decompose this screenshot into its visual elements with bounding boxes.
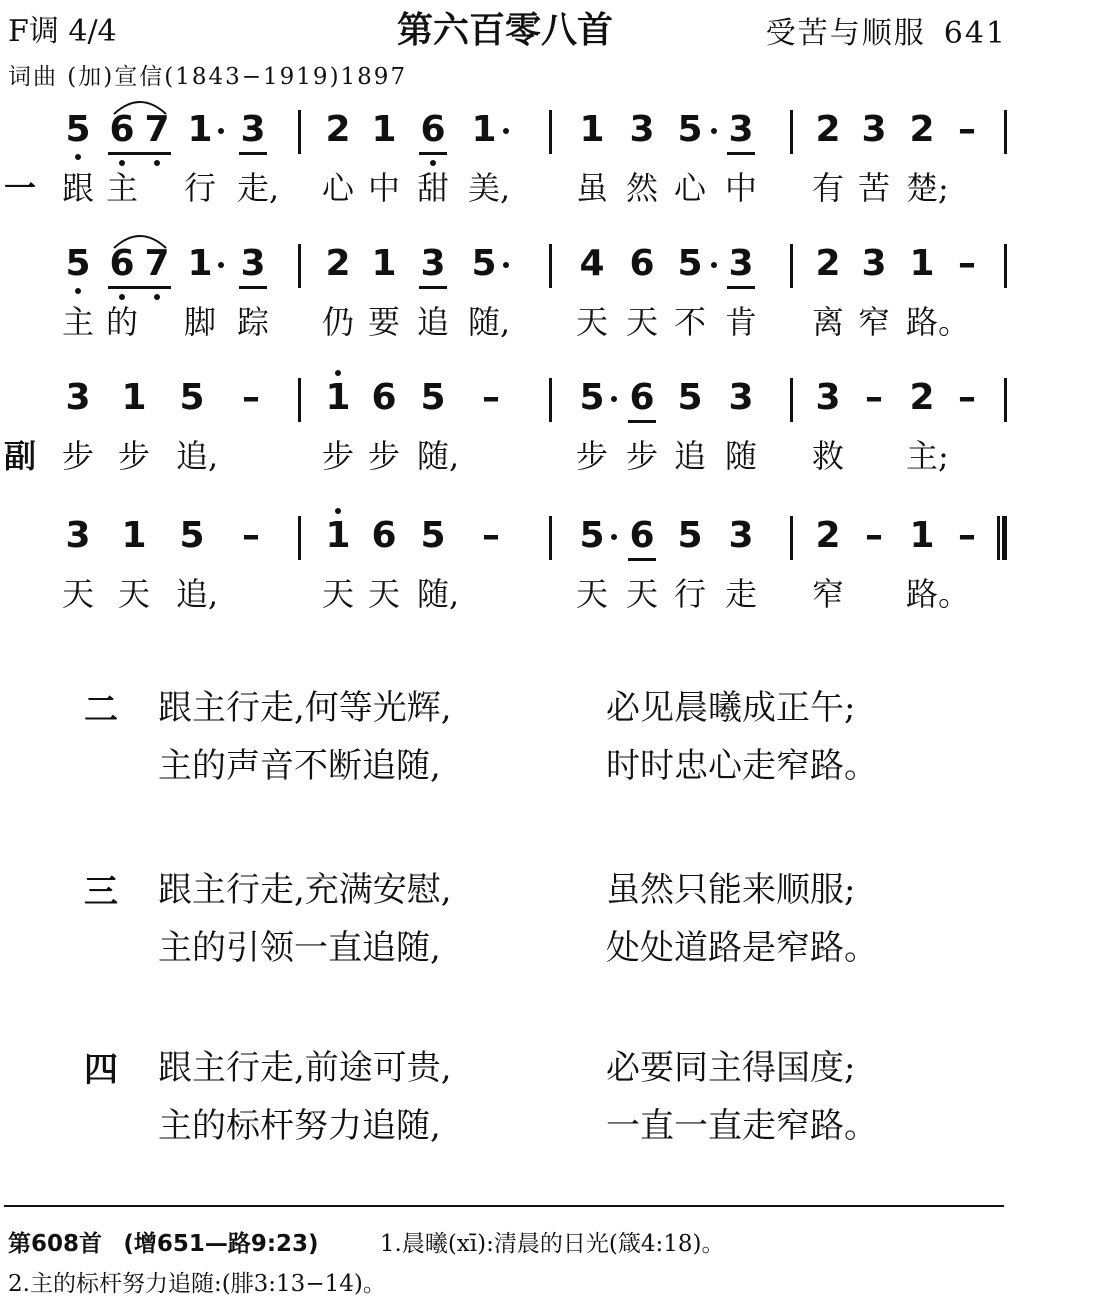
note: 6 [109,109,135,150]
lyric-syllable: 主; [906,437,949,475]
note: 3 [728,377,754,418]
augmentation-dot [503,262,509,268]
lyric-syllable: 踪 [237,303,270,341]
barline [790,110,793,154]
dash-note: – [482,515,500,556]
lyric-syllable: 天 [118,575,151,613]
verse-line: 一直一直走窄路。 [606,1106,878,1146]
verse-label: 一 [4,169,37,207]
verse-line: 跟主行走,何等光辉, [158,688,452,728]
lyric-syllable: 随 [725,437,758,475]
note: 1 [325,377,351,418]
note: 5 [677,243,703,284]
note: 1 [471,109,497,150]
dash-note: – [865,377,883,418]
key-signature: F调 4/4 [8,14,117,49]
verse-line: 必见晨曦成正午; [606,688,856,728]
lyric-syllable: 步 [368,437,401,475]
lyric-syllable: 走 [725,575,758,613]
note: 6 [629,377,655,418]
high-octave-dot [335,370,341,376]
note: 3 [65,377,91,418]
note: 2 [325,109,351,150]
lyric-syllable: 追, [176,575,219,613]
slur [110,230,170,250]
note: 4 [579,243,605,284]
low-octave-dot [75,154,81,160]
dash-note: – [958,377,976,418]
slur [110,96,170,116]
note: 2 [909,377,935,418]
barline [298,110,301,154]
note: 1 [121,377,147,418]
note: 6 [629,243,655,284]
verse-line: 虽然只能来顺服; [606,870,856,910]
note: 6 [629,515,655,556]
footer-divider [4,1205,1004,1207]
lyric-syllable: 天 [322,575,355,613]
verse-label: 副 [4,437,37,475]
low-octave-dot [75,288,81,294]
note: 5 [420,377,446,418]
final-barline [997,516,1007,560]
dash-note: – [242,515,260,556]
lyric-syllable: 路。 [906,575,971,613]
lyric-syllable: 中 [368,169,401,207]
note: 3 [240,243,266,284]
verse-line: 主的标杆努力追随, [158,1106,441,1146]
note: 6 [371,377,397,418]
lyric-syllable: 追 [674,437,707,475]
note: 6 [109,243,135,284]
lyric-syllable: 步 [62,437,95,475]
barline [549,244,552,288]
lyric-syllable: 心 [322,169,355,207]
dash-note: – [958,243,976,284]
lyric-syllable: 步 [118,437,151,475]
eighth-underline [419,152,447,155]
category-heading [766,8,1007,52]
note: 3 [420,243,446,284]
low-octave-dot [430,160,436,166]
lyric-syllable: 要 [368,303,401,341]
lyric-syllable: 天 [576,303,609,341]
verse-number: 二 [84,690,118,730]
page-number: 641 [943,16,1007,51]
footer-line-1 [8,1225,724,1258]
eighth-underline [239,152,267,155]
note: 5 [420,515,446,556]
note: 5 [65,243,91,284]
lyric-syllable: 苦 [858,169,891,207]
note: 5 [579,515,605,556]
note: 5 [677,109,703,150]
lyric-syllable: 心 [674,169,707,207]
eighth-underline [727,286,755,289]
lyric-syllable: 天 [626,303,659,341]
note: 5 [579,377,605,418]
lyric-syllable: 离 [812,303,845,341]
barline [549,516,552,560]
barline [549,110,552,154]
eighth-underline [239,286,267,289]
verse-line: 时时忠心走窄路。 [606,746,878,786]
eighth-underline [628,420,656,423]
lyric-syllable: 天 [576,575,609,613]
eighth-underline [727,152,755,155]
note: 5 [65,109,91,150]
barline [790,378,793,422]
dash-note: – [958,515,976,556]
lyric-syllable: 步 [576,437,609,475]
dash-note: – [482,377,500,418]
lyric-syllable: 虽 [576,169,609,207]
note: 3 [728,109,754,150]
footnote-2: 2.主的标杆努力追随:(腓3:13−14)。 [8,1271,386,1297]
lyric-syllable: 主 [62,303,95,341]
lyric-syllable: 跟 [62,169,95,207]
lyric-syllable: 随, [417,437,460,475]
barline [790,516,793,560]
lyric-syllable: 甜 [417,169,450,207]
verse-number: 四 [84,1050,118,1090]
lyric-syllable: 脚 [184,303,217,341]
verse-number: 三 [84,872,118,912]
lyric-syllable: 主 [106,169,139,207]
note: 1 [187,109,213,150]
note: 1 [187,243,213,284]
lyric-syllable: 追 [417,303,450,341]
augmentation-dot [503,128,509,134]
note: 1 [121,515,147,556]
lyric-syllable: 天 [368,575,401,613]
lyric-syllable: 随, [468,303,511,341]
eighth-underline [108,152,171,155]
note: 3 [861,243,887,284]
note: 5 [677,377,703,418]
verse-line: 主的引领一直追随, [158,928,441,968]
lyric-syllable: 不 [674,303,707,341]
dash-note: – [958,109,976,150]
note: 6 [371,515,397,556]
category-label: 受苦与顺服 [765,16,926,51]
verse-line: 跟主行走,前途可贵, [158,1048,452,1088]
note: 3 [861,109,887,150]
dash-note: – [865,515,883,556]
barline [298,378,301,422]
lyric-syllable: 中 [725,169,758,207]
cross-ref: (增651—路9:23) [123,1231,319,1257]
barline [790,244,793,288]
note: 5 [471,243,497,284]
lyric-syllable: 走, [237,169,280,207]
hymn-title: 第六百零八首 [396,9,613,51]
lyric-syllable: 仍 [322,303,355,341]
hymn-ref: 第608首 [8,1231,103,1257]
lyric-syllable: 天 [626,575,659,613]
note: 2 [909,109,935,150]
lyric-syllable: 追, [176,437,219,475]
note: 1 [909,243,935,284]
lyric-syllable: 然 [626,169,659,207]
lyric-syllable: 天 [62,575,95,613]
low-octave-dot [119,294,125,300]
note: 1 [371,109,397,150]
lyric-syllable: 美, [468,169,511,207]
dash-note: – [242,377,260,418]
lyric-syllable: 步 [626,437,659,475]
lyric-syllable: 路。 [906,303,971,341]
note: 3 [815,377,841,418]
barline [1004,244,1007,288]
note: 2 [815,243,841,284]
lyric-syllable: 楚; [906,169,949,207]
lyric-syllable: 救 [812,437,845,475]
eighth-underline [419,286,447,289]
verse-line: 必要同主得国度; [606,1048,856,1088]
note: 1 [909,515,935,556]
lyric-syllable: 行 [674,575,707,613]
note: 7 [144,109,170,150]
note: 3 [728,243,754,284]
note: 7 [144,243,170,284]
eighth-underline [108,286,171,289]
eighth-underline [628,558,656,561]
lyric-syllable: 行 [184,169,217,207]
note: 5 [677,515,703,556]
note: 3 [728,515,754,556]
verse-line: 处处道路是窄路。 [606,928,878,968]
note: 3 [65,515,91,556]
lyric-syllable: 肯 [725,303,758,341]
verse-line: 主的声音不断追随, [158,746,441,786]
note: 2 [325,243,351,284]
barline [1004,378,1007,422]
barline [298,244,301,288]
note: 1 [579,109,605,150]
high-octave-dot [335,508,341,514]
note: 3 [629,109,655,150]
lyric-syllable: 步 [322,437,355,475]
low-octave-dot [154,160,160,166]
lyric-syllable: 窄 [812,575,845,613]
barline [1004,110,1007,154]
low-octave-dot [154,294,160,300]
note: 6 [420,109,446,150]
lyric-syllable: 的 [106,303,139,341]
barline [549,378,552,422]
verse-line: 跟主行走,充满安慰, [158,870,452,910]
lyric-syllable: 窄 [858,303,891,341]
lyric-syllable: 有 [812,169,845,207]
footnote-1: 1.晨曦(xī):清晨的日光(箴4:18)。 [379,1231,725,1257]
lyric-syllable: 随, [417,575,460,613]
note: 5 [179,515,205,556]
credits: 词曲 (加)宣信(1843−1919)1897 [8,64,408,90]
note: 1 [371,243,397,284]
note: 2 [815,109,841,150]
low-octave-dot [119,160,125,166]
note: 3 [240,109,266,150]
note: 5 [179,377,205,418]
note: 2 [815,515,841,556]
barline [298,516,301,560]
note: 1 [325,515,351,556]
